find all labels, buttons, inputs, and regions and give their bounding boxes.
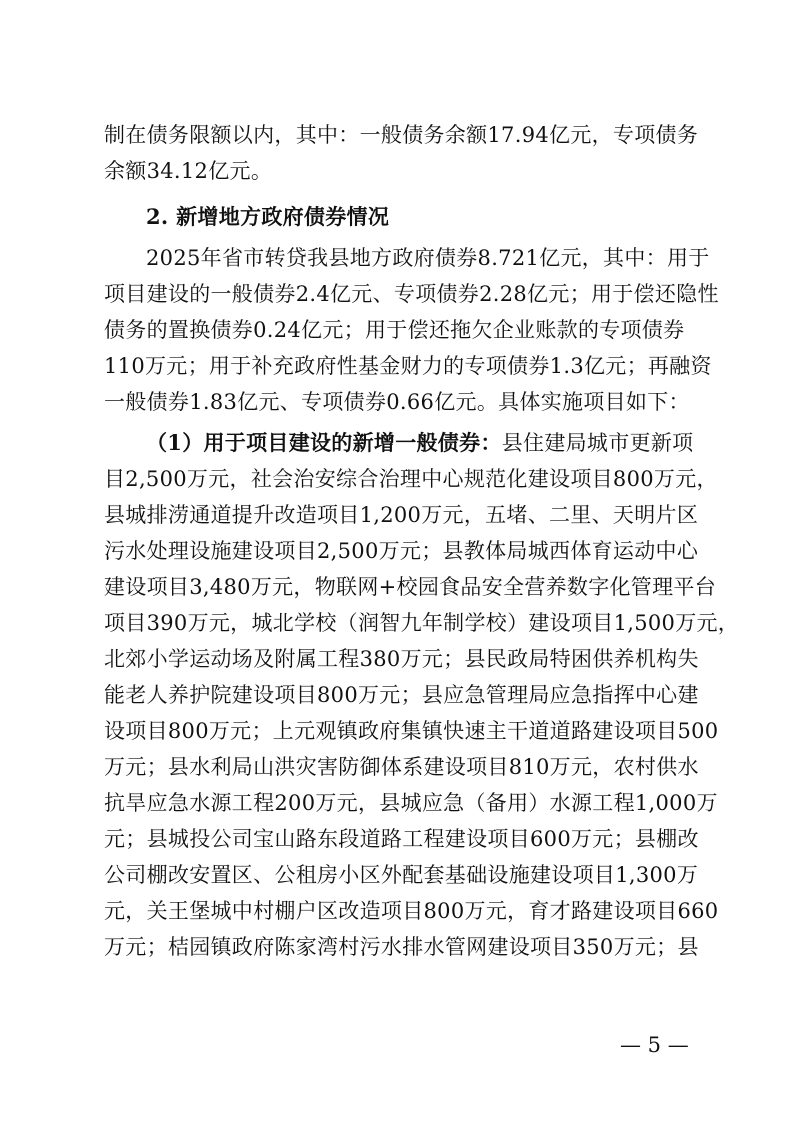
text-line: 债务的置换债券0.24亿元；用于偿还拖欠企业账款的专项债券 — [104, 318, 685, 342]
section-heading: 2. 新增地方政府债券情况 — [146, 204, 390, 229]
text-line: 万元；县水利局山洪灾害防御体系建设项目810万元，农村供水 — [104, 755, 699, 779]
text-line: 一般债券1.83亿元、专项债券0.66亿元。具体实施项目如下： — [104, 390, 690, 414]
text-line: 制在债务限额以内，其中：一般债务余额17.94亿元，专项债务 — [104, 123, 699, 147]
text-line: 能老人养护院建设项目800万元；县应急管理局应急指挥中心建 — [104, 683, 699, 707]
text-line: 建设项目3,480万元，物联网+校园食品安全营养数字化管理平台 — [104, 575, 717, 599]
text-line: 余额34.12亿元。 — [104, 159, 273, 183]
subsection-heading: （1）用于项目建设的新增一般债券： — [146, 430, 502, 455]
text-line: 元，关王堡城中村棚户区改造项目800万元，育才路建设项目660 — [104, 899, 719, 923]
text-line: 2025年省市转贷我县地方政府债券8.721亿元，其中：用于 — [146, 246, 710, 270]
text-line: 目2,500万元，社会治安综合治理中心规范化建设项目800万元， — [104, 467, 718, 491]
text-line: 元；县城投公司宝山路东段道路工程建设项目600万元；县棚改 — [104, 827, 699, 851]
paragraph-lead-text: 县住建局城市更新项 — [501, 431, 694, 455]
text-line: 北郊小学运动场及附属工程380万元；县民政局特困供养机构失 — [104, 647, 699, 671]
text-line: 抗旱应急水源工程200万元，县城应急（备用）水源工程1,000万 — [104, 791, 718, 815]
text-line: 项目建设的一般债券2.4亿元、专项债券2.28亿元；用于偿还隐性 — [104, 282, 719, 306]
text-line: 污水处理设施建设项目2,500万元；县教体局城西体育运动中心 — [104, 539, 699, 563]
text-line: 县城排涝通道提升改造项目1,200万元，五堵、二里、天明片区 — [104, 503, 699, 527]
text-line: 设项目800万元；上元观镇政府集镇快速主干道道路建设项目500 — [104, 719, 719, 743]
page-number: — 5 — — [620, 1033, 689, 1057]
text-line: 万元；桔园镇政府陈家湾村污水排水管网建设项目350万元；县 — [104, 935, 699, 959]
text-line: 110万元；用于补充政府性基金财力的专项债券1.3亿元；再融资 — [104, 354, 712, 378]
text-line: 项目390万元，城北学校（润智九年制学校）建设项目1,500万元， — [104, 611, 740, 635]
text-line: 公司棚改安置区、公租房小区外配套基础设施建设项目1,300万 — [104, 863, 699, 887]
paragraph-lead-line — [146, 425, 693, 461]
